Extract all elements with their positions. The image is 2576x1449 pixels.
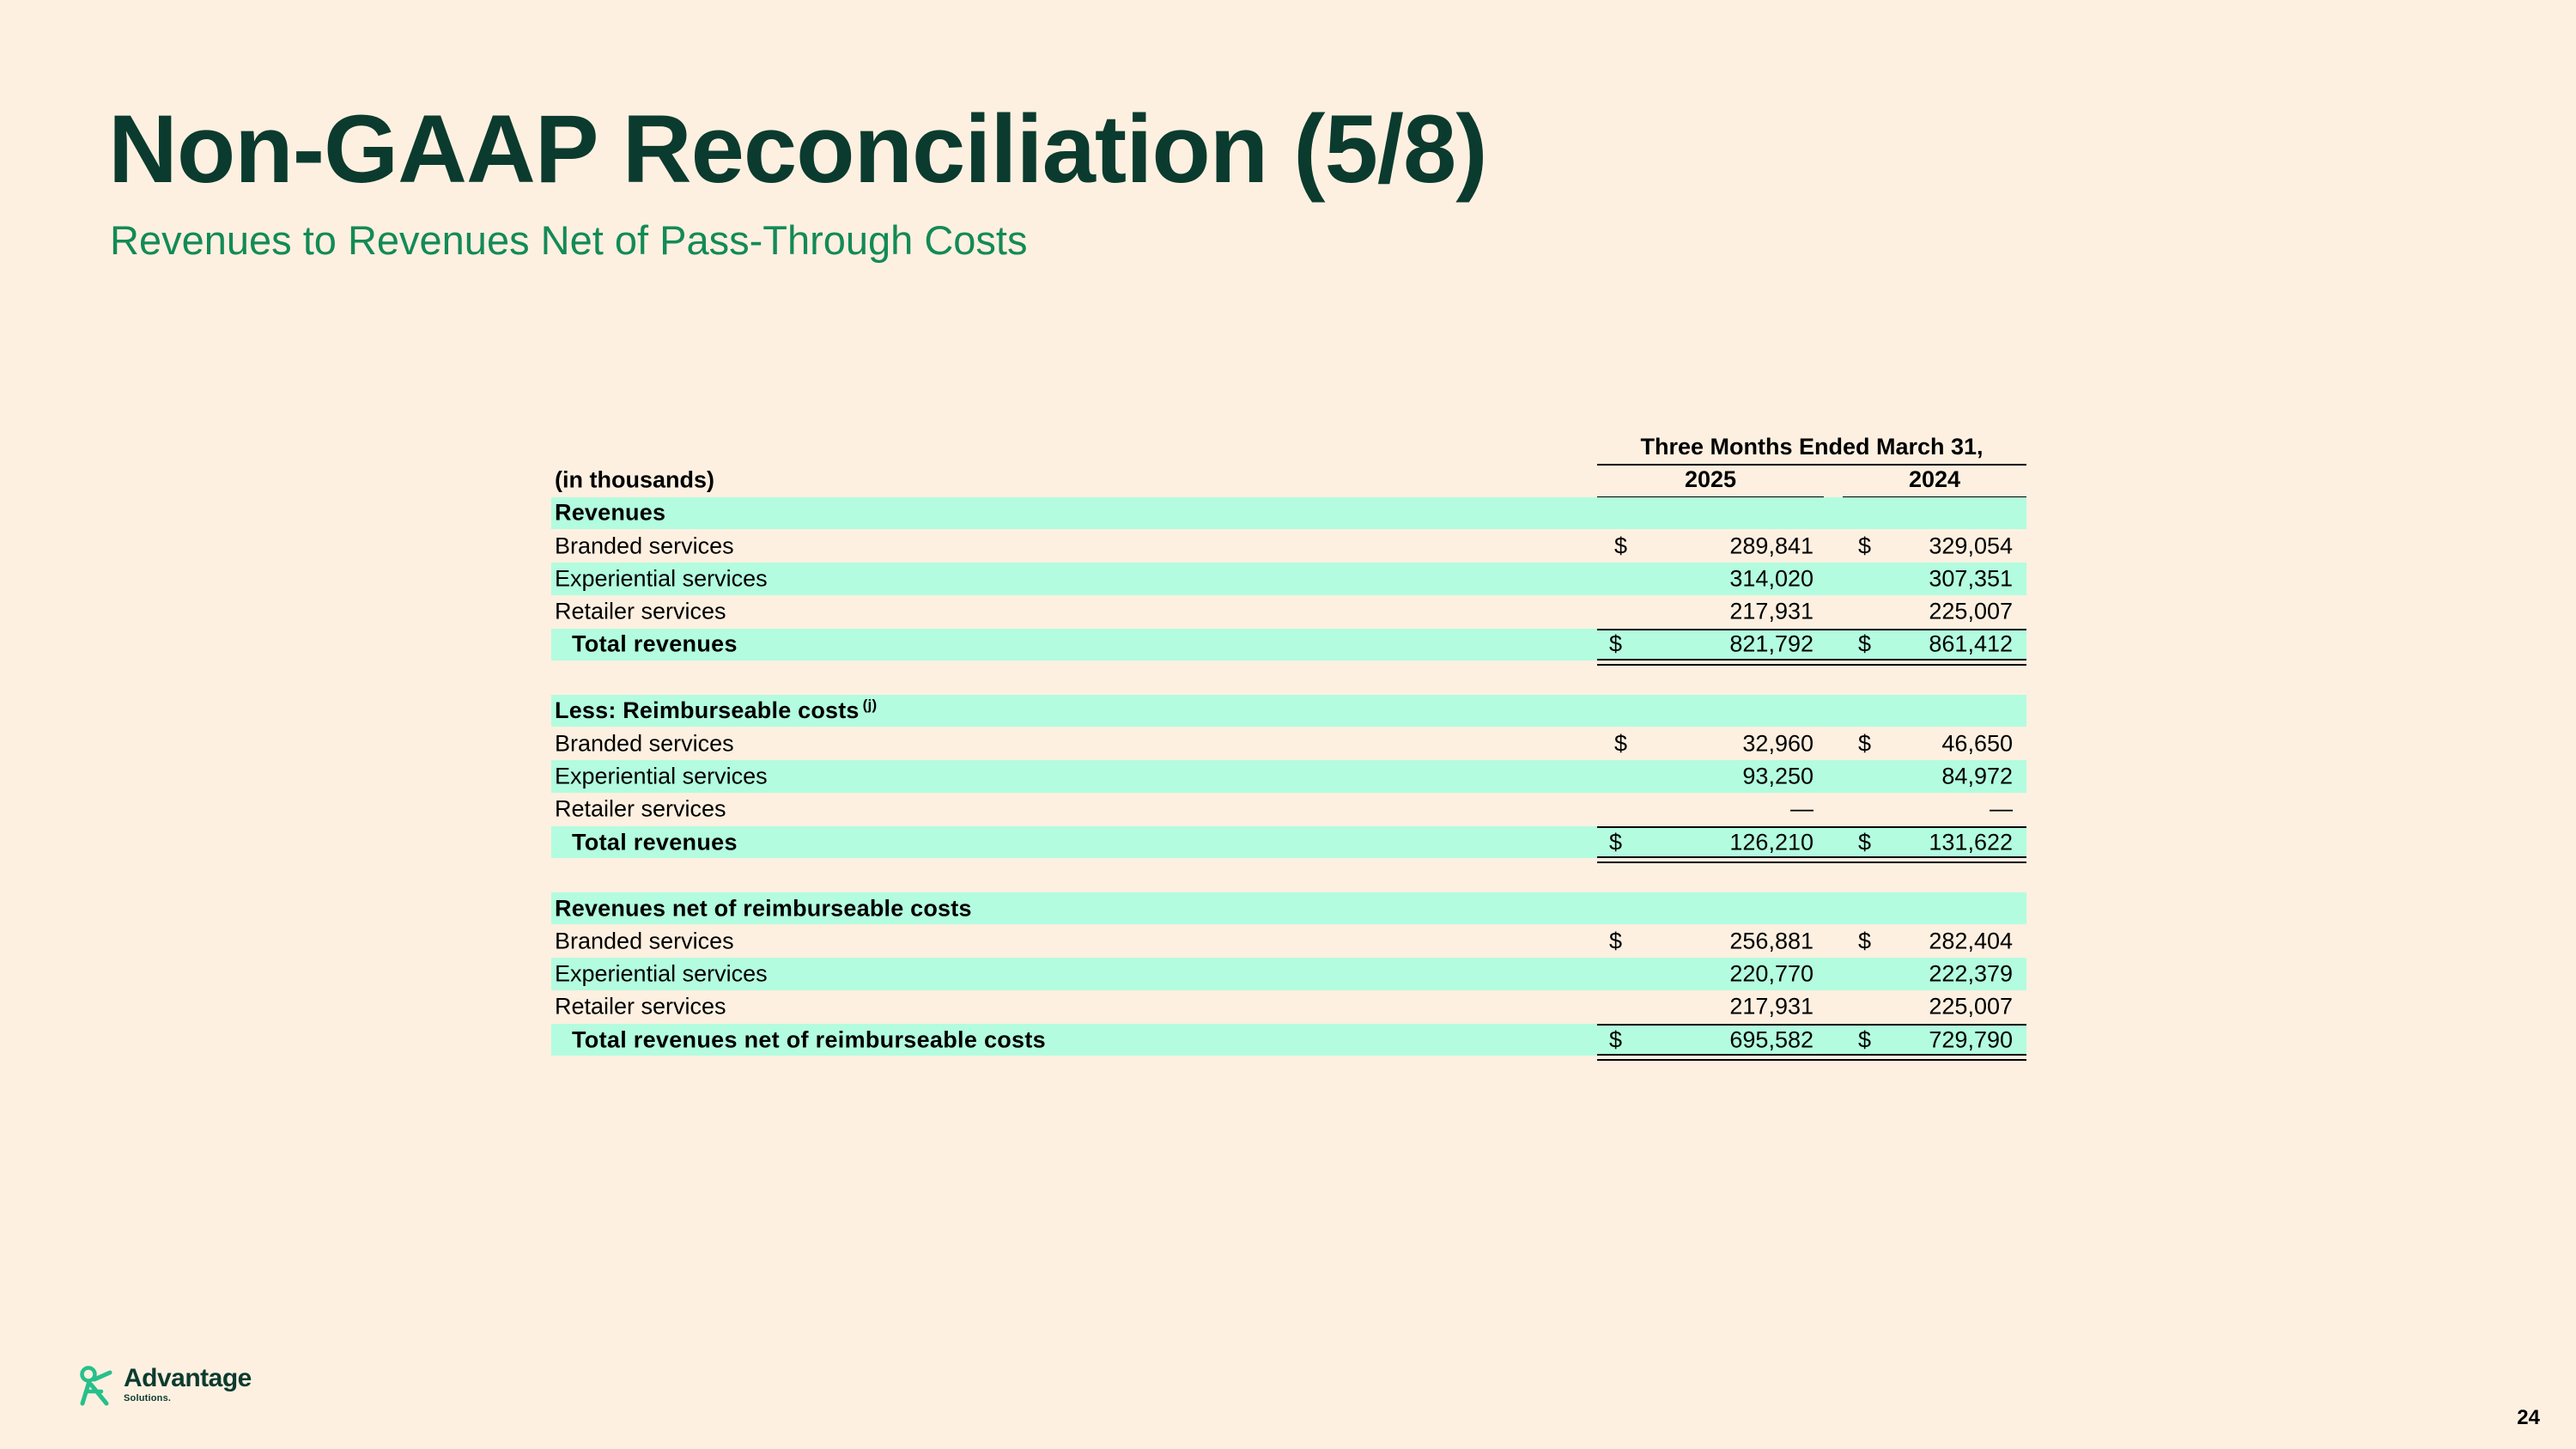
logo-name: Advantage bbox=[124, 1364, 252, 1392]
page-subtitle: Revenues to Revenues Net of Pass-Through Costs bbox=[110, 217, 1028, 263]
section-heading-row bbox=[551, 892, 2026, 925]
total-row bbox=[551, 629, 2026, 661]
total-value-2025: 821,792 bbox=[1729, 630, 1814, 657]
row-label: Branded services bbox=[555, 928, 734, 954]
section-heading: Revenues bbox=[555, 499, 666, 526]
row-label: Retailer services bbox=[555, 795, 726, 822]
page-number: 24 bbox=[2517, 1406, 2540, 1429]
page-title: Non-GAAP Reconciliation (5/8) bbox=[108, 95, 1487, 203]
table-header-period-row bbox=[551, 431, 2026, 464]
table-row bbox=[551, 728, 2026, 760]
value-2025: — bbox=[1790, 795, 1814, 822]
value-2024: — bbox=[1990, 795, 2013, 822]
value-2024: 225,007 bbox=[1929, 598, 2013, 624]
value-2025: 220,770 bbox=[1729, 960, 1814, 987]
units-label: (in thousands) bbox=[555, 466, 714, 493]
total-value-2024: 131,622 bbox=[1929, 829, 2013, 855]
section-heading-row bbox=[551, 497, 2026, 530]
table-row bbox=[551, 925, 2026, 958]
row-label: Retailer services bbox=[555, 993, 726, 1020]
spacer-row bbox=[551, 859, 2026, 892]
row-label: Experiential services bbox=[555, 960, 768, 987]
value-2024: 46,650 bbox=[1941, 730, 2013, 757]
table-row bbox=[551, 760, 2026, 793]
table-header-year-row bbox=[551, 464, 2026, 496]
footnote-marker: (j) bbox=[862, 697, 878, 714]
advantage-logo-icon bbox=[76, 1366, 117, 1407]
year-header-2025: 2025 bbox=[1597, 464, 1824, 498]
section-heading: Revenues net of reimburseable costs bbox=[555, 895, 972, 922]
value-2025: 93,250 bbox=[1742, 763, 1814, 789]
table-row bbox=[551, 991, 2026, 1024]
period-header: Three Months Ended March 31, bbox=[1597, 431, 2026, 466]
total-label: Total revenues net of reimburseable costs bbox=[572, 1026, 1046, 1053]
value-2024: 329,054 bbox=[1929, 533, 2013, 559]
table-row bbox=[551, 595, 2026, 628]
value-2024: 307,351 bbox=[1929, 565, 2013, 592]
currency-symbol: $ bbox=[1614, 730, 1628, 757]
total-value-2025: 695,582 bbox=[1729, 1026, 1814, 1053]
value-2025: 314,020 bbox=[1729, 565, 1814, 592]
logo-wordmark bbox=[124, 1366, 252, 1403]
row-label: Retailer services bbox=[555, 598, 726, 624]
currency-symbol: $ bbox=[1858, 928, 1872, 954]
total-row bbox=[551, 826, 2026, 859]
currency-symbol: $ bbox=[1858, 730, 1872, 757]
value-2025: 217,931 bbox=[1729, 993, 1814, 1020]
total-value-2025: 126,210 bbox=[1729, 829, 1814, 855]
table-row bbox=[551, 530, 2026, 563]
table-row bbox=[551, 794, 2026, 826]
currency-symbol: $ bbox=[1609, 829, 1623, 855]
value-2025: 217,931 bbox=[1729, 598, 1814, 624]
section-heading-row bbox=[551, 695, 2026, 728]
row-label: Branded services bbox=[555, 730, 734, 757]
row-label: Branded services bbox=[555, 533, 734, 559]
spacer-row bbox=[551, 661, 2026, 694]
table-row bbox=[551, 958, 2026, 990]
value-2024: 84,972 bbox=[1941, 763, 2013, 789]
currency-symbol: $ bbox=[1609, 928, 1623, 954]
value-2024: 225,007 bbox=[1929, 993, 2013, 1020]
year-header-2024: 2024 bbox=[1843, 464, 2026, 498]
logo-sub: Solutions. bbox=[124, 1393, 172, 1403]
currency-symbol: $ bbox=[1858, 1026, 1872, 1053]
row-label: Experiential services bbox=[555, 763, 768, 789]
currency-symbol: $ bbox=[1609, 1026, 1623, 1053]
company-logo bbox=[76, 1366, 252, 1407]
row-label: Experiential services bbox=[555, 565, 768, 592]
value-2024: 282,404 bbox=[1929, 928, 2013, 954]
value-2025: 289,841 bbox=[1729, 533, 1814, 559]
value-2024: 222,379 bbox=[1929, 960, 2013, 987]
table-row bbox=[551, 563, 2026, 595]
value-2025: 256,881 bbox=[1729, 928, 1814, 954]
currency-symbol: $ bbox=[1858, 533, 1872, 559]
total-value-2024: 729,790 bbox=[1929, 1026, 2013, 1053]
currency-symbol: $ bbox=[1609, 630, 1623, 657]
total-row bbox=[551, 1024, 2026, 1056]
currency-symbol: $ bbox=[1858, 630, 1872, 657]
value-2025: 32,960 bbox=[1742, 730, 1814, 757]
currency-symbol: $ bbox=[1614, 533, 1628, 559]
total-value-2024: 861,412 bbox=[1929, 630, 2013, 657]
reconciliation-table bbox=[551, 431, 2026, 1056]
section-heading: Less: Reimburseable costs $^{(j)}$ bbox=[555, 697, 878, 724]
total-label: Total revenues bbox=[572, 829, 738, 855]
total-label: Total revenues bbox=[572, 630, 738, 657]
currency-symbol: $ bbox=[1858, 829, 1872, 855]
